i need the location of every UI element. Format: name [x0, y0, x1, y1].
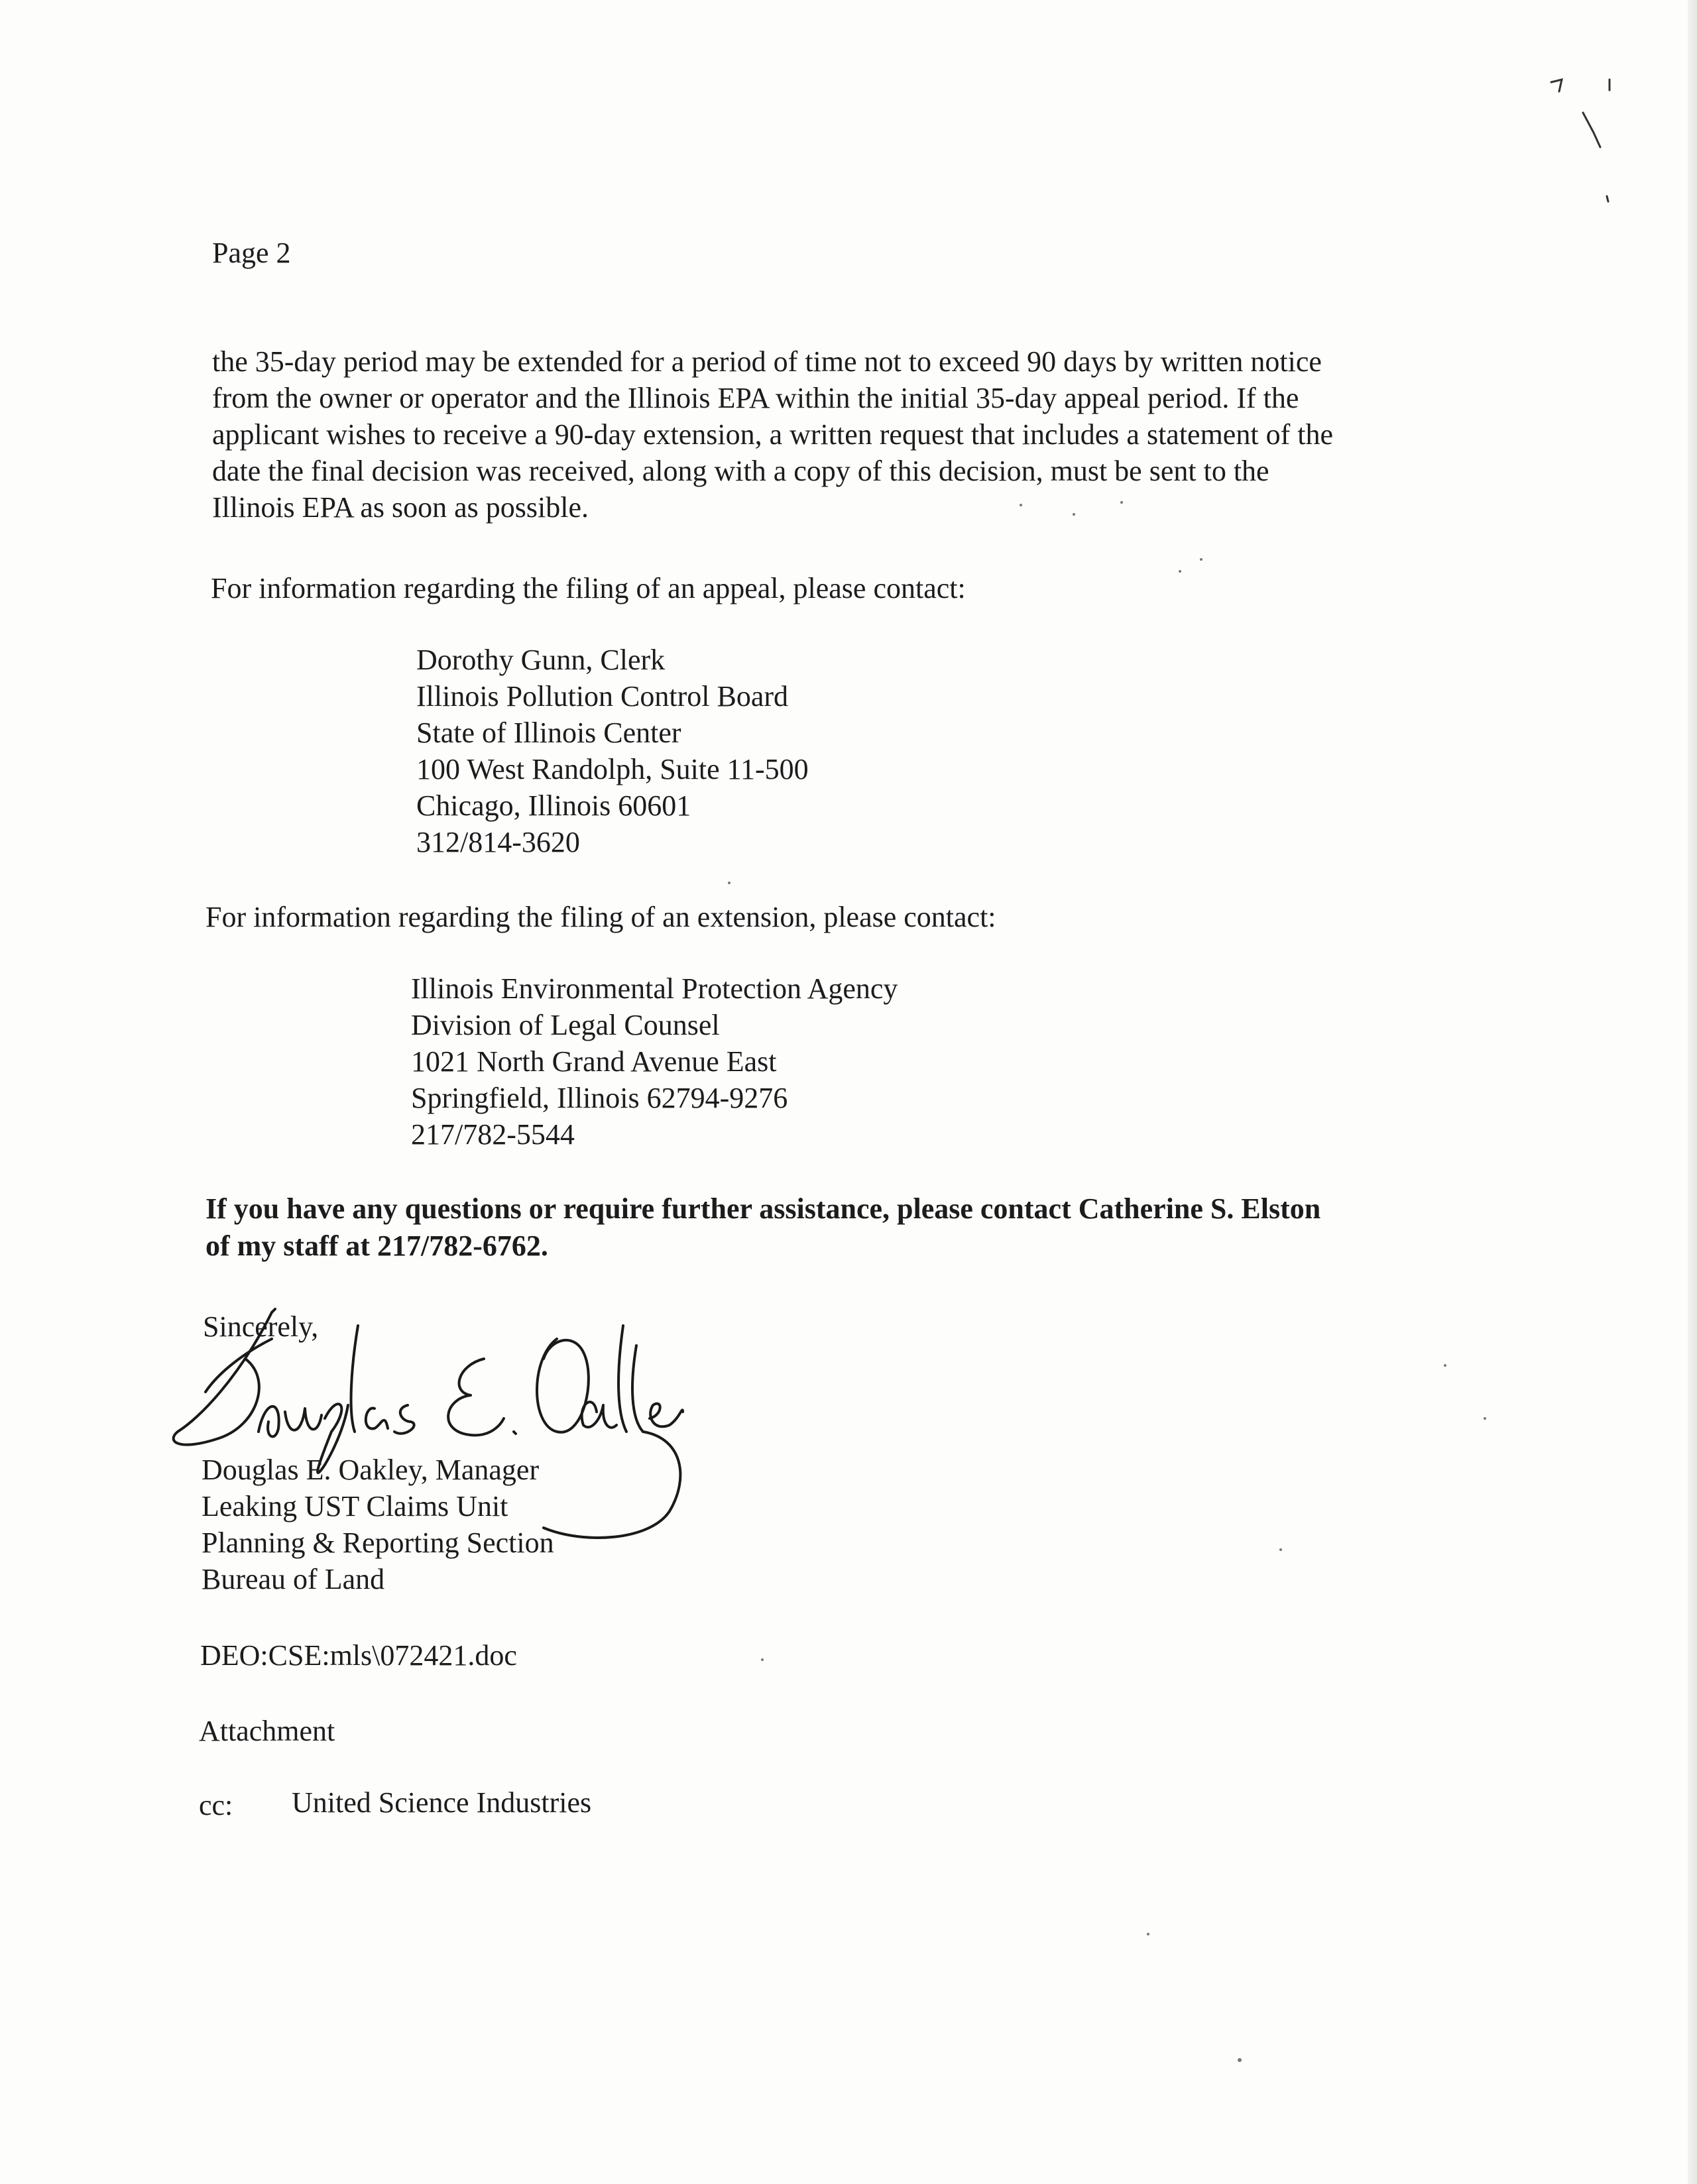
- signer-line: Leaking UST Claims Unit: [202, 1490, 508, 1523]
- address-line: Springfield, Illinois 62794-9276: [411, 1082, 788, 1114]
- address-line: Illinois Pollution Control Board: [416, 680, 789, 713]
- paragraph-line: the 35-day period may be extended for a period of time not to exceed 90 days by written notice: [212, 345, 1322, 378]
- address-line: State of Illinois Center: [416, 717, 681, 749]
- signer-line: Bureau of Land: [202, 1563, 385, 1595]
- page-number: Page 2: [212, 237, 291, 269]
- address-line: Division of Legal Counsel: [411, 1009, 720, 1041]
- cc-label: cc:: [199, 1789, 233, 1821]
- appeal-intro: For information regarding the filing of an appeal, please contact:: [211, 572, 966, 604]
- cc-recipient: United Science Industries: [292, 1786, 592, 1819]
- scan-edge: [1688, 0, 1697, 2184]
- paragraph-line: applicant wishes to receive a 90-day extension, a written request that includes a statement of the: [212, 418, 1333, 451]
- extension-contact-address: [411, 970, 898, 1153]
- extension-intro: For information regarding the filing of an extension, please contact:: [205, 901, 996, 933]
- salutation: Sincerely,: [203, 1310, 319, 1343]
- address-line: 1021 North Grand Avenue East: [411, 1045, 777, 1078]
- address-line: 100 West Randolph, Suite 11-500: [416, 753, 809, 785]
- address-line: 312/814-3620: [416, 826, 580, 858]
- paragraph-line: date the final decision was received, along with a copy of this decision, must be sent to the: [212, 455, 1269, 487]
- signer-block: [202, 1452, 554, 1597]
- paragraph-line: of my staff at 217/782-6762.: [205, 1230, 548, 1262]
- paragraph-line: Illinois EPA as soon as possible.: [212, 491, 589, 524]
- signer-line: Planning & Reporting Section: [202, 1526, 554, 1559]
- attachment-label: Attachment: [199, 1715, 335, 1747]
- appeal-contact-address: [416, 642, 809, 860]
- paragraph-line: from the owner or operator and the Illinois EPA within the initial 35-day appeal period. If the: [212, 382, 1299, 414]
- address-line: Illinois Environmental Protection Agency: [411, 972, 898, 1005]
- document-reference: DEO:CSE:mls\072421.doc: [200, 1639, 517, 1672]
- address-line: Dorothy Gunn, Clerk: [416, 644, 666, 676]
- address-line: 217/782-5544: [411, 1118, 575, 1151]
- questions-paragraph: [205, 1190, 1320, 1265]
- paragraph-line: If you have any questions or require further assistance, please contact Catherine S. Elston: [205, 1192, 1321, 1225]
- address-line: Chicago, Illinois 60601: [416, 789, 691, 822]
- signer-line: Douglas E. Oakley, Manager: [202, 1454, 540, 1486]
- appeal-extension-paragraph: [212, 343, 1333, 526]
